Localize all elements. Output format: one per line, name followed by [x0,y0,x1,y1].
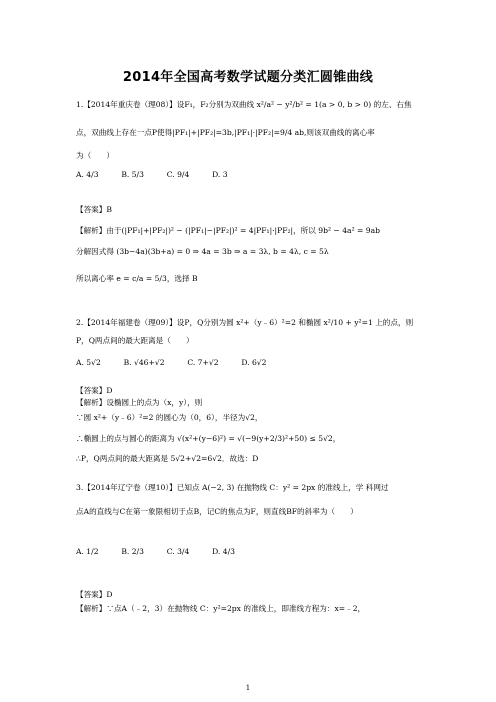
q2-solution-4: ∴P，Q两点间的最大距离是 5√2+√2=6√2．故选：D [76,454,259,463]
q1-line-3: 为（ ） [76,151,114,160]
page-title: 2014年全国高考数学试题分类汇圆锥曲线 [122,70,374,85]
q3-line-1: 3.【2014年辽宁卷（理10）】已知点 A(−2, 3) 在抛物线 C：y² = 2px 的准线上，学 科网过 [76,483,389,492]
q1-answer: 【答案】B [76,205,112,214]
page-number: 1 [245,684,251,692]
q2-line-1: 2.【2014年福建卷（理09）】设P，Q分别为圆 x²+（y﹣6）²=2 和椭圆 x²/10 + y²=1 上的点，则 [76,318,414,327]
q3-options: A. 1/2 B. 2/3 C. 3/4 D. 4/3 [76,547,235,556]
q1-line-1: 1.【2014年重庆卷（理08）】设F₁，F₂分别为双曲线 x²/a² − y²/b² = 1(a > 0, b > 0) 的左、右焦 [76,100,412,109]
q1-solution-3: 所以离心率 e = c/a = 5/3，选择 B [76,274,198,283]
q1-solution-1: 【解析】由于(|PF₁|+|PF₂|)² − (|PF₁|−|PF₂|)² = 4|PF₁|·|PF₂|，所以 9b² − 4a² = 9ab [76,226,381,235]
q2-solution-1: 【解析】设椭圆上的点为（x，y），则 [76,398,203,407]
q3-solution-1: 【解析】∵点A（﹣2，3）在抛物线 C：y²=2px 的准线上，即准线方程为：x=﹣2， [76,604,366,613]
q1-solution-2: 分解因式得 (3b−4a)(3b+a) = 0 ⇒ 4a = 3b ⇒ a = 3λ, b = 4λ, c = 5λ [76,247,329,256]
q2-answer: 【答案】D [76,386,113,395]
q3-answer: 【答案】D [76,590,113,599]
q1-options: A. 4/3 B. 5/3 C. 9/4 D. 3 [76,170,228,179]
q3-line-2: 点A的直线与C在第一象限相切于点B，记C的焦点为F，则直线BF的斜率为（ ） [76,507,358,516]
q1-line-2: 点，双曲线上存在一点P使得|PF₁|+|PF₂|=3b,|PF₁|·|PF₂|=9/4 ab,则该双曲线的离心率 [76,128,375,137]
q2-solution-3: ∴椭圆上的点与圆心的距离为 √(x²+(y−6)²) = √(−9(y+2/3)²+50) ≤ 5√2， [76,434,341,443]
q2-solution-2: ∵圆 x²+（y﹣6）²=2 的圆心为（0，6），半径为√2， [76,413,263,422]
q2-line-2: P，Q两点间的最大距离是（ ） [76,336,194,345]
q2-options: A. 5√2 B. √46+√2 C. 7+√2 D. 6√2 [76,358,267,367]
